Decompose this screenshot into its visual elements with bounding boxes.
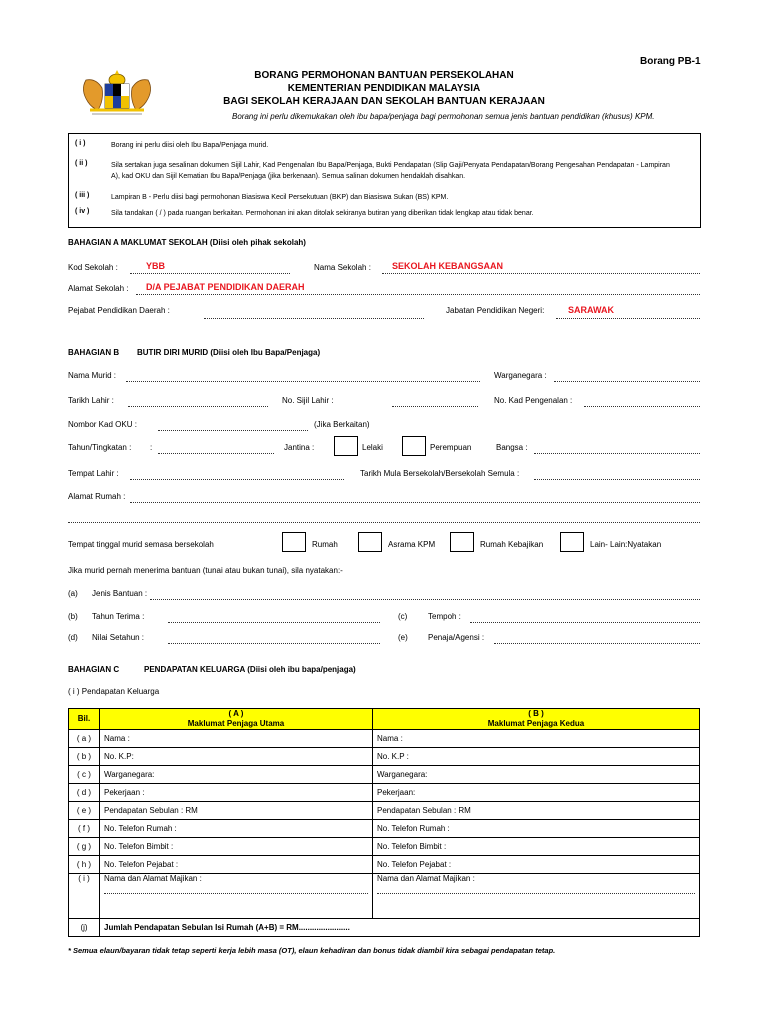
alamat-rumah-field-2[interactable] bbox=[68, 522, 700, 523]
kod-sekolah-value: YBB bbox=[146, 261, 166, 271]
nama-sekolah-value: SEKOLAH KEBANGSAAN bbox=[392, 261, 504, 271]
header-line-3: BAGI SEKOLAH KERAJAAN DAN SEKOLAH BANTUAN KERAJAAN bbox=[223, 96, 545, 107]
alamat-rumah-field-1[interactable] bbox=[130, 502, 700, 503]
jpn-value: SARAWAK bbox=[568, 305, 615, 315]
tempoh-label: Tempoh : bbox=[428, 612, 461, 621]
majikan-a-line bbox=[104, 893, 368, 894]
header-line-1: BORANG PERMOHONAN BANTUAN PERSEKOLAHAN bbox=[254, 70, 514, 81]
oku-label: Nombor Kad OKU : bbox=[68, 420, 137, 429]
bantuan-intro: Jika murid pernah menerima bantuan (tunai atau bukan tunai), sila nyatakan:- bbox=[68, 566, 343, 575]
table-row: ( a ) Nama : Nama : bbox=[69, 730, 700, 748]
table-row: ( c ) Warganegara: Warganegara: bbox=[69, 766, 700, 784]
table-header-row bbox=[69, 709, 700, 730]
total-row: (j) Jumlah Pendapatan Sebulan Isi Rumah (A+B) = RM....................... bbox=[69, 919, 700, 937]
tarikh-lahir-field[interactable] bbox=[128, 406, 268, 407]
rumah-label: Rumah bbox=[312, 540, 338, 549]
majikan-b-line bbox=[377, 893, 695, 894]
item-d-num: (d) bbox=[68, 633, 78, 642]
asrama-checkbox[interactable] bbox=[358, 532, 382, 552]
rumah-checkbox[interactable] bbox=[282, 532, 306, 552]
sijil-lahir-field[interactable] bbox=[392, 406, 478, 407]
kad-pengenalan-field[interactable] bbox=[584, 406, 700, 407]
tarikh-mula-field[interactable] bbox=[534, 479, 700, 480]
total-income[interactable]: Jumlah Pendapatan Sebulan Isi Rumah (A+B) = RM....................... bbox=[100, 919, 700, 937]
item-a-num: (a) bbox=[68, 589, 78, 598]
lelaki-label: Lelaki bbox=[362, 443, 383, 452]
header-subtitle: Borang ini perlu dikemukakan oleh ibu bapa/penjaga bagi permohonan semua jenis bantuan pendidikan (khusus) KPM. bbox=[232, 112, 655, 121]
asrama-label: Asrama KPM bbox=[388, 540, 436, 549]
lelaki-checkbox[interactable] bbox=[334, 436, 358, 456]
kod-sekolah-field[interactable] bbox=[130, 273, 290, 274]
tempoh-field[interactable] bbox=[470, 622, 700, 623]
tempat-lahir-label: Tempat Lahir : bbox=[68, 469, 119, 478]
lain-checkbox[interactable] bbox=[560, 532, 584, 552]
tahun-terima-field[interactable] bbox=[168, 622, 380, 623]
col-bil-header: Bil. bbox=[69, 709, 100, 730]
perempuan-checkbox[interactable] bbox=[402, 436, 426, 456]
table-row: ( g ) No. Telefon Bimbit : No. Telefon Bimbit : bbox=[69, 838, 700, 856]
jantina-label: Jantina : bbox=[284, 443, 315, 452]
footnote: * Semua elaun/bayaran tidak tetap seperti kerja lebih masa (OT), elaun kehadiran dan bonus tidak diambil kira sebagai pendapatan tetap. bbox=[68, 946, 556, 955]
tahun-colon: : bbox=[150, 443, 153, 452]
alamat-sekolah-value: D/A PEJABAT PENDIDIKAN DAERAH bbox=[146, 282, 305, 292]
table-row: ( h ) No. Telefon Pejabat : No. Telefon Pejabat : bbox=[69, 856, 700, 874]
tarikh-lahir-label: Tarikh Lahir : bbox=[68, 396, 114, 405]
rumah-kebajikan-label: Rumah Kebajikan bbox=[480, 540, 544, 549]
jenis-bantuan-label: Jenis Bantuan : bbox=[92, 589, 148, 598]
tahun-terima-label: Tahun Terima : bbox=[92, 612, 145, 621]
majikan-b-cell[interactable]: Nama dan Alamat Majikan : bbox=[373, 874, 700, 919]
alamat-sekolah-label: Alamat Sekolah : bbox=[68, 284, 129, 293]
item-c-num: (c) bbox=[398, 612, 408, 621]
section-c-label: BAHAGIAN C bbox=[68, 665, 120, 674]
item-e-num: (e) bbox=[398, 633, 408, 642]
form-code: Borang PB-1 bbox=[640, 56, 701, 67]
nilai-setahun-field[interactable] bbox=[168, 643, 380, 644]
tarikh-mula-label: Tarikh Mula Bersekolah/Bersekolah Semula : bbox=[360, 469, 520, 478]
income-table bbox=[68, 708, 700, 937]
rumah-kebajikan-checkbox[interactable] bbox=[450, 532, 474, 552]
nama-murid-label: Nama Murid : bbox=[68, 371, 117, 380]
col-a-header: ( A ) Maklumat Penjaga Utama bbox=[100, 709, 373, 730]
tempat-lahir-field[interactable] bbox=[130, 479, 344, 480]
ppd-label: Pejabat Pendidikan Daerah : bbox=[68, 306, 170, 315]
section-c-title: PENDAPATAN KELUARGA (Diisi oleh ibu bapa/penjaga) bbox=[144, 665, 356, 674]
bangsa-label: Bangsa : bbox=[496, 443, 528, 452]
table-row: ( d ) Pekerjaan : Pekerjaan: bbox=[69, 784, 700, 802]
section-b-title: BUTIR DIRI MURID (Diisi oleh Ibu Bapa/Penjaga) bbox=[137, 348, 321, 357]
ppd-field[interactable] bbox=[204, 318, 424, 319]
jpn-field[interactable] bbox=[556, 318, 700, 319]
jpn-label: Jabatan Pendidikan Negeri: bbox=[446, 306, 545, 315]
kod-sekolah-label: Kod Sekolah : bbox=[68, 263, 118, 272]
kad-pengenalan-label: No. Kad Pengenalan : bbox=[494, 396, 573, 405]
header-line-2: KEMENTERIAN PENDIDIKAN MALAYSIA bbox=[287, 83, 481, 94]
tempat-tinggal-label: Tempat tinggal murid semasa bersekolah bbox=[68, 540, 214, 549]
nama-sekolah-field[interactable] bbox=[382, 273, 700, 274]
bangsa-field[interactable] bbox=[534, 453, 700, 454]
section-a-title: BAHAGIAN A MAKLUMAT SEKOLAH (Diisi oleh pihak sekolah) bbox=[68, 238, 306, 247]
table-row: ( b ) No. K.P: No. K.P : bbox=[69, 748, 700, 766]
warganegara-field[interactable] bbox=[554, 381, 700, 382]
penaja-label: Penaja/Agensi : bbox=[428, 633, 485, 642]
majikan-a-cell[interactable]: Nama dan Alamat Majikan : bbox=[100, 874, 373, 919]
col-b-header: ( B ) Maklumat Penjaga Kedua bbox=[373, 709, 700, 730]
lain-label: Lain- Lain:Nyatakan bbox=[590, 540, 662, 549]
tahun-label: Tahun/Tingkatan : bbox=[68, 443, 132, 452]
table-row: ( f ) No. Telefon Rumah : No. Telefon Rumah : bbox=[69, 820, 700, 838]
nilai-setahun-label: Nilai Setahun : bbox=[92, 633, 145, 642]
section-b-label: BAHAGIAN B bbox=[68, 348, 120, 357]
alamat-sekolah-field[interactable] bbox=[136, 294, 700, 295]
sijil-lahir-label: No. Sijil Lahir : bbox=[282, 396, 334, 405]
nama-sekolah-label: Nama Sekolah : bbox=[314, 263, 371, 272]
perempuan-label: Perempuan bbox=[430, 443, 472, 452]
table-row: ( i ) Nama dan Alamat Majikan : Nama dan Alamat Majikan : bbox=[69, 874, 700, 919]
warganegara-label: Warganegara : bbox=[494, 371, 547, 380]
nama-murid-field[interactable] bbox=[126, 381, 480, 382]
tahun-field[interactable] bbox=[158, 453, 274, 454]
jenis-bantuan-field[interactable] bbox=[150, 599, 700, 600]
oku-field[interactable] bbox=[158, 430, 308, 431]
penaja-field[interactable] bbox=[494, 643, 700, 644]
jika-berkaitan-text: (Jika Berkaitan) bbox=[314, 420, 370, 429]
item-b-num: (b) bbox=[68, 612, 78, 621]
alamat-rumah-label: Alamat Rumah : bbox=[68, 492, 126, 501]
instructions-box: ( i ) Borang ini perlu diisi oleh Ibu Bapa/Penjaga murid. ( ii ) Sila sertakan juga sesalinan dokumen Sijil Lahir, Kad Pengenalan Ibu Bapa/Penjaga, Bukti Pendapatan (Slip Gaji/Penyata Pendapatan/Borang Pengesahan Pendapatan - Lampiran A), kad OKU dan Sijil Kematian Ibu Bapa/Penjaga (jika berkenaan). Semua salinan dokumen hendaklah disahkan. ( iii ) Lampiran B - Perlu diisi bagi permohonan Biasiswa Kecil Persekutuan (BKP) dan Biasiswa Sukan (BS) KPM. ( iv ) Sila tandakan ( / ) pada ruangan berkaitan. Permohonan ini akan ditolak sekiranya butiran yang diberikan tidak lengkap atau tidak benar. bbox=[68, 133, 701, 228]
table-row: ( e ) Pendapatan Sebulan : RM Pendapatan Sebulan : RM bbox=[69, 802, 700, 820]
pendapatan-keluarga-label: ( i ) Pendapatan Keluarga bbox=[68, 687, 160, 696]
